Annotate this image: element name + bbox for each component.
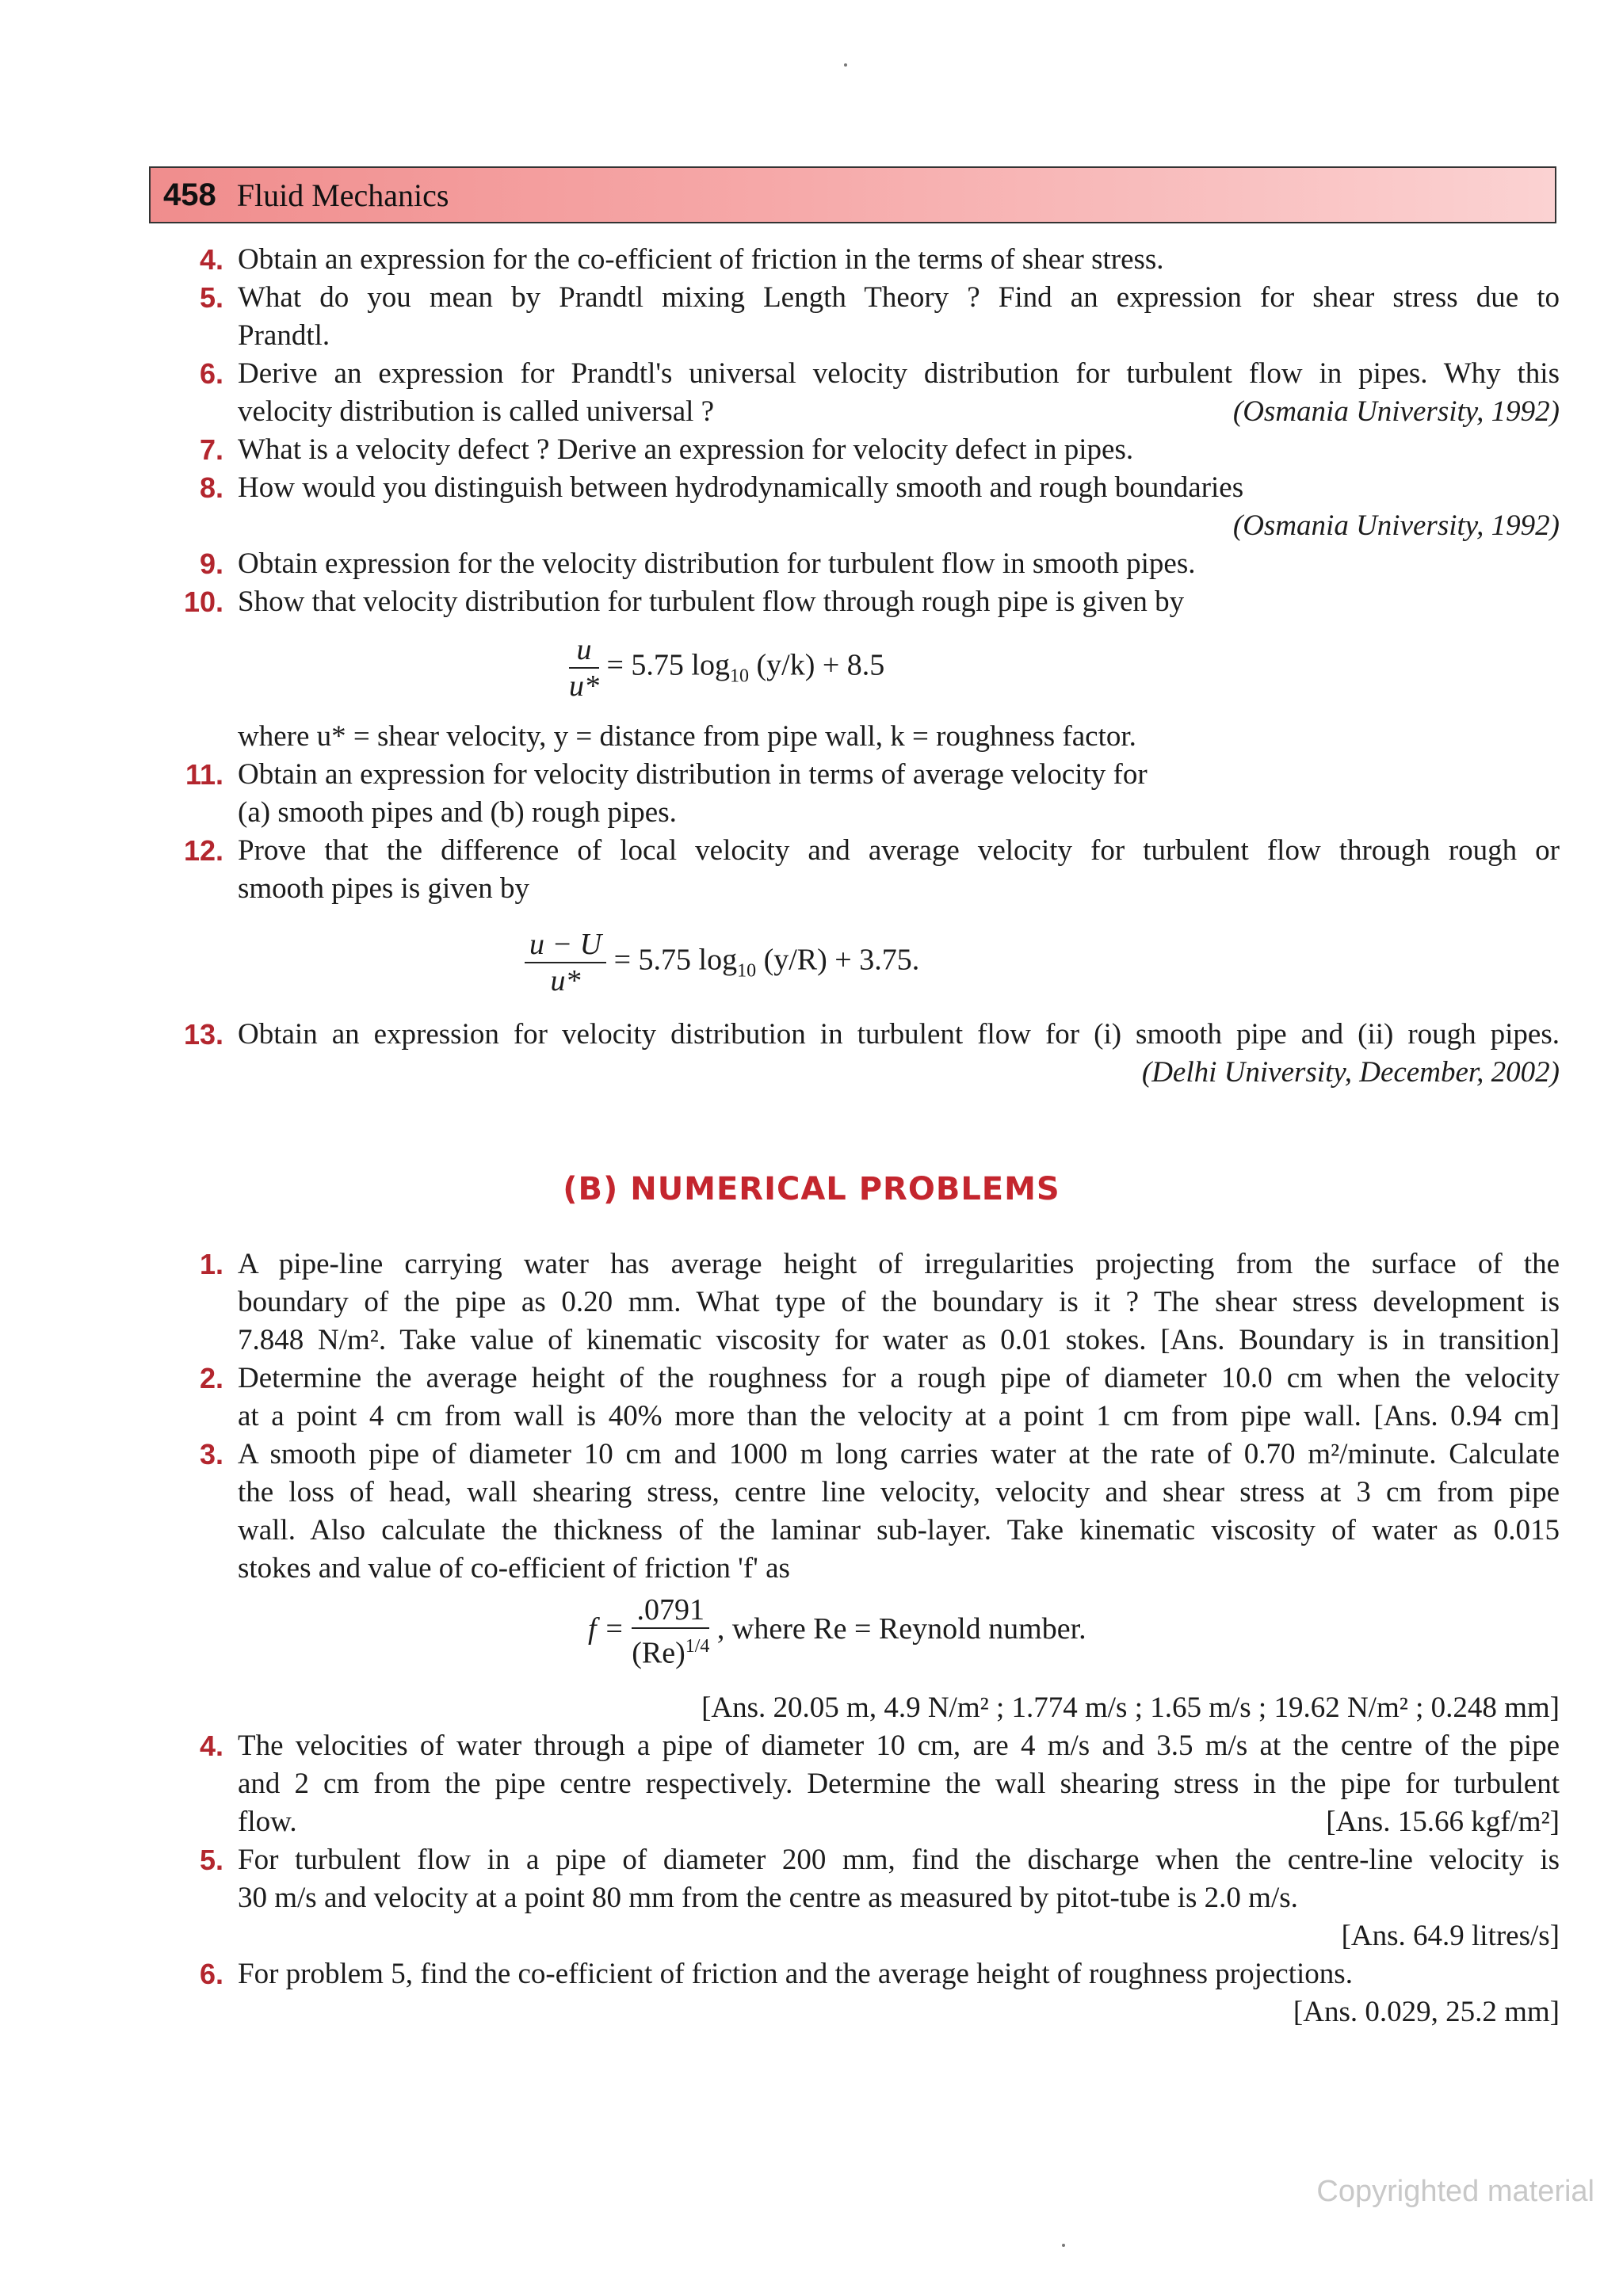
answer: [Ans. 15.66 kgf/m²] (1326, 1806, 1560, 1838)
question-9: 9. Obtain expression for the velocity distribution for turbulent flow in smooth pipes. (199, 547, 1196, 580)
question-7: 7. What is a velocity defect ? Derive an expression for velocity defect in pipes. (199, 433, 1134, 466)
scan-speck (1062, 2244, 1065, 2247)
page-number: 458 (163, 177, 216, 212)
question-6: 6. Derive an expression for Prandtl's universal velocity distribution for turbulent flow in pipes. Why this velocity distribution is called universal ? (Osmania University, 1992) (238, 355, 1560, 431)
question-11: 11. Obtain an expression for velocity distribution in terms of average velocity for (a) smooth pipes and (b) rough pipes. (185, 758, 1148, 829)
question-10: 10. Show that velocity distribution for turbulent flow through rough pipe is given by (183, 585, 1185, 618)
question-4: 4. Obtain an expression for the co-efficient of friction in the terms of shear stress. (199, 243, 1164, 276)
where-clause: where u* = shear velocity, y = distance from pipe wall, k = roughness factor. (238, 720, 1136, 753)
question-12: 12. Prove that the difference of local velocity and average velocity for turbulent flow through rough or smooth pipes is given by (183, 834, 1560, 905)
section-title: (B) NUMERICAL PROBLEMS (563, 1171, 1060, 1207)
problem-2: 2. Determine the average height of the roughness for a rough pipe of diameter 10.0 cm when the velocity at a point 4 cm from wall is 40% more than the velocity at a point 1 cm from pipe wall. [Ans. 0.94 cm] (199, 1362, 1560, 1432)
book-title: Fluid Mechanics (236, 177, 449, 213)
copyright-watermark: Copyrighted material (1316, 2175, 1594, 2208)
citation: (Osmania University, 1992) (1232, 509, 1560, 542)
citation: (Osmania University, 1992) (1232, 395, 1560, 428)
problem-3-answer (238, 1689, 1560, 1727)
scan-speck (844, 63, 847, 67)
equation-friction-factor: f = $\frac{.0791}{(Re)^{1/4}}$ , where Re = Reynold number. (588, 1593, 1086, 1670)
problem-6: 6. For problem 5, find the co-efficient of friction and the average height of roughness projections. [Ans. 0.029, 25.2 mm] (238, 1955, 1560, 2031)
equation-velocity-defect: $\frac{u - U}{u*}$ = 5.75 $\log_{10} (y/R) + 3.75$. (525, 927, 919, 998)
question-5: 5. What do you mean by Prandtl mixing Length Theory ? Find an expression for shear stress due to Prandtl. (199, 281, 1560, 352)
equation-rough-pipe: $\frac{u}{u*}$ = 5.75 $\log_{10} (y/k) + 8.5$ (569, 633, 885, 703)
answer: [Ans. 20.05 m, 4.9 N/m² ; 1.774 m/s ; 1.65 m/s ; 19.62 N/m² ; 0.248 mm] (701, 1691, 1560, 1724)
page-header (149, 166, 1556, 223)
problem-5: 5. For turbulent flow in a pipe of diameter 200 mm, find the discharge when the centre-line velocity is 30 m/s and velocity at a point 80 mm from the centre as measured by pitot-tube is 2.0 m/s. [Ans. 64.9 litres/s] (238, 1841, 1560, 1955)
citation: (Delhi University, December, 2002) (1141, 1056, 1560, 1089)
answer: [Ans. 64.9 litres/s] (1341, 1920, 1560, 1952)
problem-1: 1. A pipe-line carrying water has average height of irregularities projecting from the surface of the boundary of the pipe as 0.20 mm. What type of the boundary is it ? The shear stress development is 7.848 N/m². Take value of kinematic viscosity for water as 0.01 stokes. [Ans. Boundary is in transition] (199, 1248, 1560, 1356)
problem-4: 4. The velocities of water through a pipe of diameter 10 cm, are 4 m/s and 3.5 m/s at the centre of the pipe and 2 cm from the pipe centre respectively. Determine the wall shearing stress in the pipe for turbulent flow. [Ans. 15.66 kgf/m²] (238, 1727, 1560, 1841)
question-13: 13. Obtain an expression for velocity distribution in turbulent flow for (i) smooth pipe and (ii) rough pipes. (Delhi University, December, 2002) (238, 1016, 1560, 1092)
problem-3: 3. A smooth pipe of diameter 10 cm and 1000 m long carries water at the rate of 0.70 m²/minute. Calculate the loss of head, wall shearing stress, centre line velocity, velocity and shear stress at 3 cm from pipe wall. Also calculate the thickness of the laminar sub-layer. Take kinematic viscosity of water as 0.015 stokes and value of co-efficient of friction 'f' as (199, 1438, 1560, 1585)
question-8: 8. How would you distinguish between hydrodynamically smooth and rough boundaries (Osmania University, 1992) (238, 469, 1560, 545)
answer: [Ans. 0.029, 25.2 mm] (1293, 1996, 1560, 2028)
